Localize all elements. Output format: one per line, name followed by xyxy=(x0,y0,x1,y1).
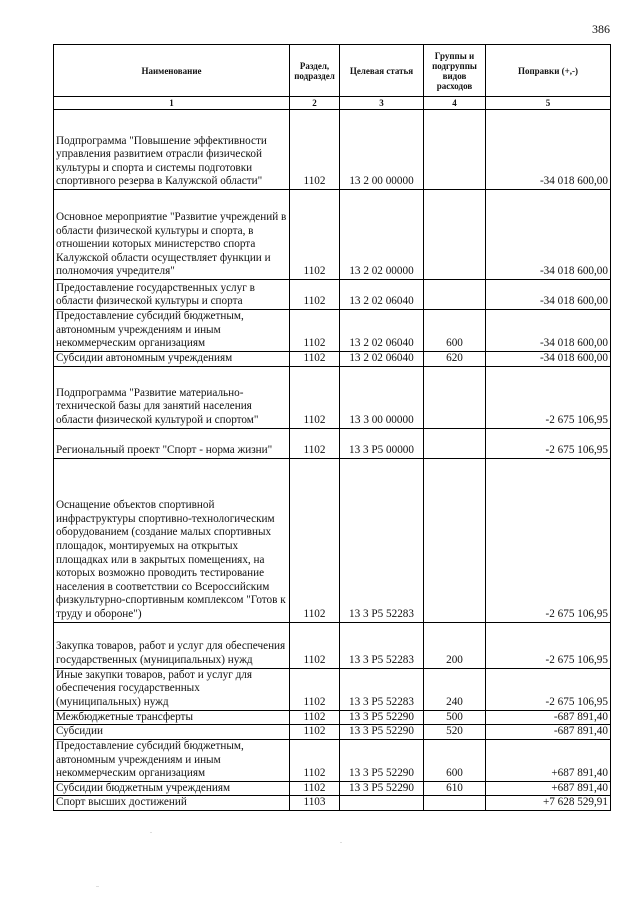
row-article: 13 2 02 06040 xyxy=(340,280,424,310)
row-amount: -34 018 600,00 xyxy=(486,310,611,352)
table-row xyxy=(54,668,611,710)
row-section: 1102 xyxy=(290,458,340,622)
row-amount: -34 018 600,00 xyxy=(486,280,611,310)
row-article: 13 2 02 00000 xyxy=(340,190,424,280)
row-group: 240 xyxy=(424,668,486,710)
row-article: 13 3 Р5 52290 xyxy=(340,739,424,781)
row-article xyxy=(340,796,424,811)
row-section: 1102 xyxy=(290,352,340,367)
row-name: Субсидии бюджетным учреждениям xyxy=(54,781,290,796)
row-name: Региональный проект "Спорт - норма жизни" xyxy=(54,428,290,458)
row-group xyxy=(424,366,486,428)
table-row xyxy=(54,710,611,725)
table-row xyxy=(54,428,611,458)
row-section: 1102 xyxy=(290,622,340,668)
table-row xyxy=(54,366,611,428)
table-row xyxy=(54,725,611,740)
column-number: 2 xyxy=(290,97,340,110)
row-group xyxy=(424,458,486,622)
row-amount: -34 018 600,00 xyxy=(486,110,611,190)
row-group: 600 xyxy=(424,310,486,352)
header-row xyxy=(54,45,611,97)
row-group xyxy=(424,428,486,458)
row-group xyxy=(424,796,486,811)
row-section: 1102 xyxy=(290,725,340,740)
row-section: 1102 xyxy=(290,739,340,781)
row-amount: -2 675 106,95 xyxy=(486,428,611,458)
row-name: Субсидии автономным учреждениям xyxy=(54,352,290,367)
row-name: Предоставление субсидий бюджетным, автономным учреждениям и иным некоммерческим организациям xyxy=(54,310,290,352)
header-amount: Поправки (+,-) xyxy=(486,45,611,97)
scan-speck xyxy=(96,886,99,887)
row-article: 13 2 02 06040 xyxy=(340,352,424,367)
column-number: 1 xyxy=(54,97,290,110)
scan-speck xyxy=(340,842,342,843)
row-amount: -687 891,40 xyxy=(486,725,611,740)
page-number: 386 xyxy=(592,22,610,36)
row-article: 13 3 Р5 52290 xyxy=(340,781,424,796)
table-row xyxy=(54,781,611,796)
row-section: 1102 xyxy=(290,781,340,796)
table-row xyxy=(54,458,611,622)
table-row xyxy=(54,796,611,811)
row-article: 13 3 Р5 00000 xyxy=(340,428,424,458)
row-article: 13 3 Р5 52290 xyxy=(340,725,424,740)
row-article: 13 3 00 00000 xyxy=(340,366,424,428)
row-name: Оснащение объектов спортивной инфраструктуры спортивно-технологическим оборудованием (создание малых спортивных площадок, монтируемых на открытых площадках или в закрытых помещениях, на которых возможно проводить тестирование населения в соответствии со Всероссийским физкультурно-спортивным комплексом "Готов к труду и обороне") xyxy=(54,458,290,622)
row-section: 1102 xyxy=(290,668,340,710)
row-section: 1102 xyxy=(290,190,340,280)
table-row xyxy=(54,190,611,280)
column-number: 3 xyxy=(340,97,424,110)
row-group: 600 xyxy=(424,739,486,781)
row-article: 13 3 Р5 52283 xyxy=(340,668,424,710)
row-group: 520 xyxy=(424,725,486,740)
row-section: 1102 xyxy=(290,428,340,458)
row-name: Спорт высших достижений xyxy=(54,796,290,811)
row-amount: -2 675 106,95 xyxy=(486,458,611,622)
row-section: 1103 xyxy=(290,796,340,811)
budget-table xyxy=(53,44,611,811)
row-name: Предоставление субсидий бюджетным, автономным учреждениям и иным некоммерческим организациям xyxy=(54,739,290,781)
row-name: Закупка товаров, работ и услуг для обеспечения государственных (муниципальных) нужд xyxy=(54,622,290,668)
table-row xyxy=(54,310,611,352)
row-group: 500 xyxy=(424,710,486,725)
column-number: 4 xyxy=(424,97,486,110)
table-row xyxy=(54,110,611,190)
row-amount: -687 891,40 xyxy=(486,710,611,725)
row-name: Иные закупки товаров, работ и услуг для обеспечения государственных (муниципальных) нужд xyxy=(54,668,290,710)
row-group: 610 xyxy=(424,781,486,796)
row-article: 13 2 00 00000 xyxy=(340,110,424,190)
row-section: 1102 xyxy=(290,366,340,428)
table-row xyxy=(54,352,611,367)
row-name: Субсидии xyxy=(54,725,290,740)
row-name: Основное мероприятие "Развитие учреждений в области физической культуры и спорта, в отношении которых министерство спорта Калужской области осуществляет функции и полномочия учредителя" xyxy=(54,190,290,280)
row-name: Предоставление государственных услуг в области физической культуры и спорта xyxy=(54,280,290,310)
row-name: Межбюджетные трансферты xyxy=(54,710,290,725)
row-group xyxy=(424,280,486,310)
row-amount: -2 675 106,95 xyxy=(486,366,611,428)
row-article: 13 2 02 06040 xyxy=(340,310,424,352)
header-name: Наименование xyxy=(54,45,290,97)
row-group xyxy=(424,190,486,280)
row-section: 1102 xyxy=(290,310,340,352)
row-name: Подпрограмма "Развитие материально-технической базы для занятий населения области физической культурой и спортом" xyxy=(54,366,290,428)
row-amount: -34 018 600,00 xyxy=(486,352,611,367)
row-article: 13 3 Р5 52283 xyxy=(340,622,424,668)
row-group: 200 xyxy=(424,622,486,668)
row-amount: -2 675 106,95 xyxy=(486,668,611,710)
row-amount: +7 628 529,91 xyxy=(486,796,611,811)
table-row xyxy=(54,622,611,668)
row-name: Подпрограмма "Повышение эффективности управления развитием отрасли физической культуры и спорта и системы подготовки спортивного резерва в Калужской области" xyxy=(54,110,290,190)
table-row xyxy=(54,739,611,781)
scan-speck xyxy=(150,832,152,833)
column-number-row xyxy=(54,97,611,110)
column-number: 5 xyxy=(486,97,611,110)
row-amount: +687 891,40 xyxy=(486,781,611,796)
row-section: 1102 xyxy=(290,110,340,190)
header-group: Группы и подгруппы видов расходов xyxy=(424,45,486,97)
table-row xyxy=(54,280,611,310)
row-amount: -34 018 600,00 xyxy=(486,190,611,280)
row-group xyxy=(424,110,486,190)
row-section: 1102 xyxy=(290,710,340,725)
row-group: 620 xyxy=(424,352,486,367)
row-section: 1102 xyxy=(290,280,340,310)
header-article: Целевая статья xyxy=(340,45,424,97)
row-article: 13 3 Р5 52283 xyxy=(340,458,424,622)
header-section: Раздел, подраздел xyxy=(290,45,340,97)
row-article: 13 3 Р5 52290 xyxy=(340,710,424,725)
row-amount: +687 891,40 xyxy=(486,739,611,781)
row-amount: -2 675 106,95 xyxy=(486,622,611,668)
